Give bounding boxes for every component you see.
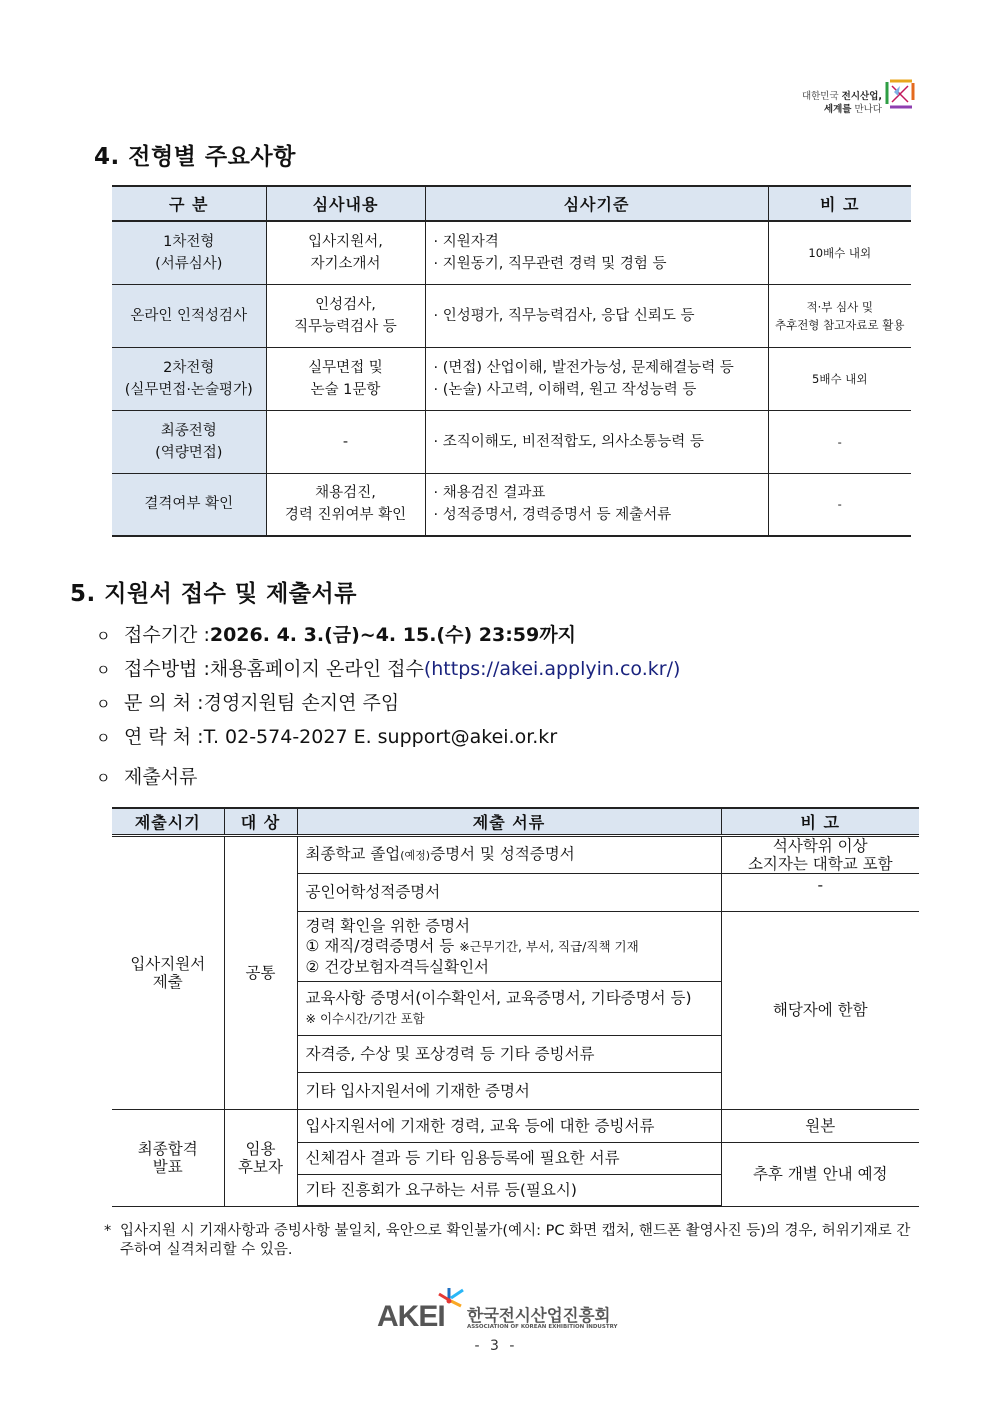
remark: 해당자에 한함 [721,911,919,1109]
col-header-note: 비 고 [768,186,911,221]
submit-target: 공통 [224,835,297,1109]
table-row [112,473,911,536]
stage-category [112,473,266,536]
info-value: 2026. 4. 3.(금)~4. 15.(수) 23:59까지 [209,624,576,646]
header-slogan-logo [790,76,920,124]
cell-line: ② 건강보험자격득실확인서 [305,957,490,976]
info-label: 연 락 처 : [124,726,204,748]
col-header-criteria: 심사기준 [425,186,768,221]
cell-line: - [837,434,842,449]
cell-line: 자기소개서 [310,255,381,272]
stage-criteria [425,410,768,473]
cell-line: 2차전형 [163,359,215,376]
stage-note [768,473,911,536]
stage-criteria [425,284,768,347]
cell-line: 교육사항 증명서(이수확인서, 교육증명서, 기타증명서 등) [305,988,692,1007]
slogan-line1-prefix: 대한민국 [801,91,842,102]
footnote [104,1222,924,1260]
slogan-mark-icon [884,78,916,110]
table-row [112,835,919,873]
submit-when [112,835,224,1109]
logo-korean-name: 한국전시산업진흥회 [467,1306,611,1325]
table-row [112,1109,919,1142]
footnote-text: 입사지원 시 기재사항과 증빙사항 불일치, 육안으로 확인불가(예시: PC 화면 캡처, 핸드폰 촬영사진 등)의 경우, 허위기재로 간주하여 실격처리할 수 있음. [120,1223,911,1258]
doc-note: ※근무기간, 부서, 직급/직책 기재 [459,938,639,954]
bullet-icon: ㅇ [96,627,111,645]
document-item: 입사지원서에 기재한 경력, 교육 등에 대한 증빙서류 [297,1109,721,1142]
document-item [297,911,721,981]
page-number: - 3 - [474,1338,518,1354]
required-documents-table [112,807,919,1207]
cell-line: 10배수 내외 [808,245,872,260]
info-item-contact [96,722,557,752]
col-header-target: 대 상 [224,808,297,835]
cell-line: (실무면접·논술평가) [124,381,253,398]
stage-note [768,410,911,473]
cell-line: 결격여부 확인 [144,496,234,513]
slogan-line2-bold: 세계를 [823,104,852,115]
apply-site-link[interactable]: (https://akei.applyin.co.kr/) [423,658,681,680]
selection-stage-table [112,185,911,537]
cell-line: 인성검사, [315,296,376,313]
info-value: 경영지원팀 손지연 주임 [203,692,400,714]
info-label: 문 의 처 : [124,692,204,714]
cell-line: 1차전형 [163,233,215,250]
col-header-category: 구 분 [112,186,266,221]
col-header-documents: 제출 서류 [297,808,721,835]
cell-line: · 성적증명서, 경력증명서 등 제출서류 [433,507,672,524]
info-item-documents [96,762,197,792]
remark: - [721,873,919,911]
table-row [112,284,911,347]
stage-criteria [425,347,768,410]
col-header-remarks: 비 고 [721,808,919,835]
stage-note [768,347,911,410]
info-item-period [96,620,576,650]
document-item: 기타 진흥회가 요구하는 서류 등(필요시) [297,1174,721,1206]
stage-category [112,347,266,410]
cell-line: 최종합격 [137,1139,198,1158]
table-row [112,221,911,284]
submit-when [112,1109,224,1206]
slogan-text [802,90,882,116]
document-item: 신체검사 결과 등 기타 임용등록에 필요한 서류 [297,1142,721,1174]
doc-text: 증명서 및 성적증명서 [430,844,575,863]
info-label: 접수기간 : [124,624,210,646]
cell-line: · 채용검진 결과표 [433,485,546,502]
col-header-when: 제출시기 [112,808,224,835]
info-label: 제출서류 [124,766,198,788]
cell-line: 경력 진위여부 확인 [284,507,407,524]
stage-category [112,410,266,473]
cell-line: ① 재직/경력증명서 등 [305,936,460,955]
stage-content [266,347,425,410]
stage-note [768,284,911,347]
stage-criteria [425,221,768,284]
cell-line: · 지원동기, 직무관련 경력 및 경험 등 [433,255,667,272]
table-header-row [112,186,911,221]
cell-line: 경력 확인을 위한 증명서 [305,916,471,935]
col-header-content: 심사내용 [266,186,425,221]
stage-criteria [425,473,768,536]
logo-burst-icon [435,1286,467,1310]
remark: 원본 [721,1109,919,1142]
bullet-icon: ㅇ [96,769,111,787]
cell-line: 추후전형 참고자료로 활용 [774,317,905,332]
info-item-method [96,654,680,684]
cell-line: 직무능력검사 등 [294,318,397,335]
stage-category [112,284,266,347]
info-value: T. 02-574-2027 E. support@akei.or.kr [203,726,558,748]
cell-line: · (논술) 사고력, 이해력, 원고 작성능력 등 [433,381,697,398]
cell-line: 입사지원서, [308,233,383,250]
stage-note [768,221,911,284]
info-item-inquiry [96,688,399,718]
stage-content [266,410,425,473]
cell-line: (역량면접) [155,444,223,461]
cell-line: - [342,433,349,450]
stage-content [266,473,425,536]
slogan-line1-bold: 전시산업, [841,91,882,102]
cell-line: 제출 [152,972,183,991]
stage-content [266,284,425,347]
bullet-icon: ㅇ [96,729,111,747]
stage-category [112,221,266,284]
slogan-line2-suffix: 만나다 [851,104,882,115]
bullet-icon: ㅇ [96,661,111,679]
cell-line: 온라인 인적성검사 [130,307,248,324]
info-label: 접수방법 : [124,658,210,680]
remark [721,835,919,873]
submit-target [224,1109,297,1206]
table-header-row [112,808,919,835]
cell-line: 실무면접 및 [308,359,383,376]
logo-english-name: ASSOCIATION OF KOREAN EXHIBITION INDUSTRY [467,1324,618,1330]
cell-line: 채용검진, [315,485,376,502]
document-item: 공인어학성적증명서 [297,873,721,911]
cell-line: · 지원자격 [433,233,499,250]
table-row [112,410,911,473]
cell-line: · 조직이해도, 비전적합도, 의사소통능력 등 [433,433,704,450]
logo-wordmark: AKEI [377,1300,445,1333]
section-5-heading: 5. 지원서 접수 및 제출서류 [70,581,357,607]
stage-content [266,221,425,284]
cell-line: 논술 1문항 [310,381,381,398]
cell-line: ※ 이수시간/기간 포함 [305,1010,425,1026]
cell-line: · (면접) 산업이해, 발전가능성, 문제해결능력 등 [433,359,734,376]
doc-small-text: (예정) [400,848,431,862]
footnote-mark: * [104,1223,112,1239]
document-item: 자격증, 수상 및 포상경력 등 기타 증빙서류 [297,1035,721,1072]
document-item: 기타 입사지원서에 기재한 증명서 [297,1072,721,1109]
cell-line: 후보자 [238,1157,283,1176]
table-row [112,347,911,410]
akei-logo [377,1286,627,1336]
cell-line: 적·부 심사 및 [806,299,873,314]
cell-line: 임용 [245,1139,276,1158]
cell-line: 입사지원서 [130,954,206,973]
cell-line: 5배수 내외 [812,371,868,386]
cell-line: 석사학위 이상 [772,836,868,855]
doc-text: 최종학교 졸업 [305,844,401,863]
bullet-icon: ㅇ [96,695,111,713]
document-item [297,981,721,1035]
cell-line: 소지자는 대학교 포함 [747,854,893,873]
cell-line: - [837,497,842,512]
section-4-heading: 4. 전형별 주요사항 [94,144,296,170]
cell-line: · 인성평가, 직무능력검사, 응답 신뢰도 등 [433,307,695,324]
remark: 추후 개별 안내 예정 [721,1142,919,1206]
info-value: 채용홈페이지 온라인 접수 [209,658,424,680]
document-item [297,835,721,873]
cell-line: (서류심사) [155,255,223,272]
cell-line: 최종전형 [160,422,217,439]
cell-line: 발표 [152,1157,183,1176]
